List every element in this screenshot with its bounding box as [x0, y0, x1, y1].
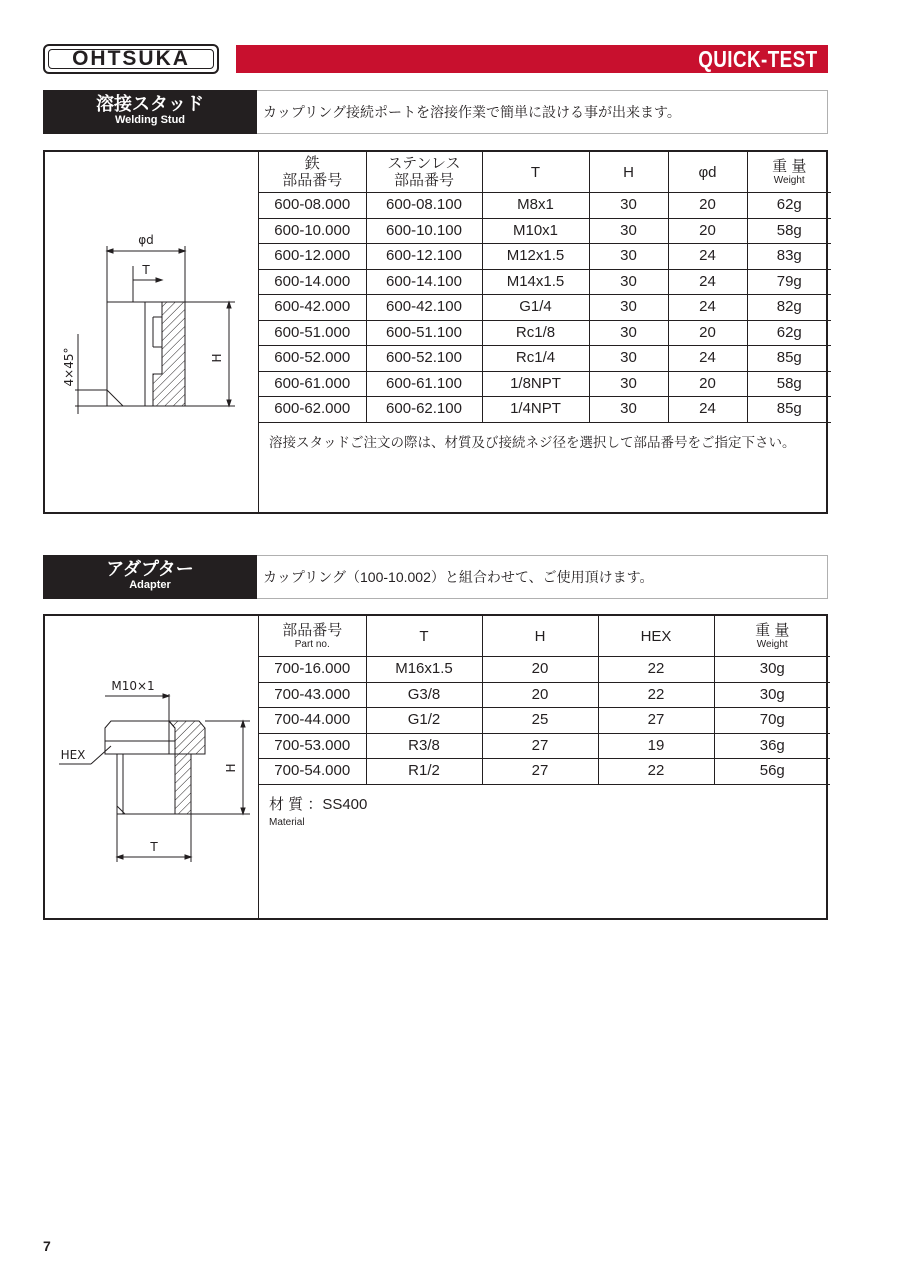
- table-cell: 22: [598, 657, 714, 683]
- col-header-weight: 重 量 Weight: [747, 152, 831, 193]
- table-cell: 700-43.000: [259, 682, 366, 708]
- table-cell: R3/8: [366, 733, 482, 759]
- table-cell: 27: [482, 759, 598, 785]
- welding-stud-diagram: [45, 152, 258, 512]
- table-cell: M8x1: [482, 193, 589, 219]
- table-row: [259, 193, 831, 219]
- table-cell: 700-54.000: [259, 759, 366, 785]
- table-row: [259, 733, 830, 759]
- t-label: T: [142, 263, 150, 277]
- table-cell: 600-42.100: [366, 295, 482, 321]
- table-cell: 24: [668, 397, 747, 423]
- adapter-diagram: [45, 616, 258, 918]
- page-number: 7: [43, 1238, 51, 1254]
- col-header-stainless-part: ステンレス 部品番号: [366, 152, 482, 193]
- material-block: [259, 785, 826, 828]
- col-header-hex: HEX: [598, 616, 714, 657]
- table-cell: 30: [589, 218, 668, 244]
- table-cell: 30g: [714, 682, 830, 708]
- table-cell: R1/2: [366, 759, 482, 785]
- welding-stud-table-area: [259, 152, 826, 451]
- table-cell: 62g: [747, 193, 831, 219]
- brand-title-bar: [236, 45, 828, 73]
- welding-stud-label: [43, 90, 257, 134]
- h-label: H: [210, 353, 224, 363]
- table-cell: 24: [668, 346, 747, 372]
- table-row: [259, 320, 831, 346]
- table-row: [259, 244, 831, 270]
- t-label: T: [150, 840, 158, 854]
- table-cell: 600-42.000: [259, 295, 366, 321]
- table-cell: 600-62.100: [366, 397, 482, 423]
- table-cell: 25: [482, 708, 598, 734]
- table-cell: 24: [668, 295, 747, 321]
- table-cell: G1/4: [482, 295, 589, 321]
- col-header-phi-d: φd: [668, 152, 747, 193]
- table-cell: 22: [598, 759, 714, 785]
- table-cell: 30: [589, 371, 668, 397]
- table-row: [259, 657, 830, 683]
- adapter-table-area: [259, 616, 826, 828]
- table-cell: 20: [668, 371, 747, 397]
- table-cell: Rc1/8: [482, 320, 589, 346]
- table-row: [259, 759, 830, 785]
- welding-stud-table: [259, 152, 831, 423]
- col-header-h: H: [482, 616, 598, 657]
- table-cell: 30g: [714, 657, 830, 683]
- table-cell: 83g: [747, 244, 831, 270]
- table-cell: M14x1.5: [482, 269, 589, 295]
- table-cell: 600-62.000: [259, 397, 366, 423]
- table-cell: 20: [482, 657, 598, 683]
- table-row: [259, 218, 831, 244]
- table-cell: 56g: [714, 759, 830, 785]
- table-cell: M12x1.5: [482, 244, 589, 270]
- adapter-label: [43, 555, 257, 599]
- table-row: [259, 708, 830, 734]
- table-cell: 85g: [747, 346, 831, 372]
- table-cell: 600-08.100: [366, 193, 482, 219]
- table-cell: 58g: [747, 218, 831, 244]
- table-cell: 30: [589, 346, 668, 372]
- ohtsuka-logo: [43, 44, 219, 74]
- table-cell: 700-16.000: [259, 657, 366, 683]
- table-cell: 600-14.100: [366, 269, 482, 295]
- welding-stud-box: [43, 150, 828, 514]
- table-cell: 62g: [747, 320, 831, 346]
- table-row: [259, 371, 831, 397]
- table-cell: 600-61.000: [259, 371, 366, 397]
- col-header-h: H: [589, 152, 668, 193]
- table-cell: 30: [589, 397, 668, 423]
- adapter-title-en: Adapter: [129, 579, 171, 591]
- table-row: [259, 346, 831, 372]
- table-cell: 20: [668, 320, 747, 346]
- table-cell: 600-52.000: [259, 346, 366, 372]
- brand-title: QUICK-TEST: [698, 45, 818, 72]
- thread-label: M10×1: [111, 679, 155, 693]
- table-cell: M10x1: [482, 218, 589, 244]
- table-cell: 27: [482, 733, 598, 759]
- table-cell: 600-51.000: [259, 320, 366, 346]
- welding-stud-title-jp: 溶接スタッド: [96, 94, 204, 114]
- table-cell: 22: [598, 682, 714, 708]
- col-header-weight: 重 量 Weight: [714, 616, 830, 657]
- table-cell: G1/2: [366, 708, 482, 734]
- table-cell: 600-12.100: [366, 244, 482, 270]
- adapter-header-row: [259, 616, 830, 657]
- welding-stud-drawing: [45, 152, 259, 512]
- table-cell: 600-52.100: [366, 346, 482, 372]
- table-cell: 58g: [747, 371, 831, 397]
- table-cell: 30: [589, 320, 668, 346]
- table-cell: 600-10.000: [259, 218, 366, 244]
- material-jp: 材 質 ：SS400: [269, 795, 368, 813]
- welding-stud-title-en: Welding Stud: [114, 114, 186, 126]
- table-cell: 20: [668, 218, 747, 244]
- table-cell: 24: [668, 269, 747, 295]
- col-header-t: T: [366, 616, 482, 657]
- h-label: H: [224, 763, 238, 773]
- table-cell: 85g: [747, 397, 831, 423]
- adapter-title-jp: アダプター: [106, 559, 194, 579]
- welding-stud-note: 溶接スタッドご注文の際は、材質及び接続ネジ径を選択して部品番号をご指定下さい。: [269, 434, 796, 450]
- table-cell: 36g: [714, 733, 830, 759]
- table-cell: 600-12.000: [259, 244, 366, 270]
- col-header-t: T: [482, 152, 589, 193]
- table-cell: 70g: [714, 708, 830, 734]
- adapter-description: カップリング（100-10.002）と組合わせて、ご使用頂けます。: [257, 555, 828, 599]
- table-cell: Rc1/4: [482, 346, 589, 372]
- table-row: [259, 397, 831, 423]
- table-cell: 600-08.000: [259, 193, 366, 219]
- phi-d-label: φd: [138, 233, 154, 247]
- table-cell: 1/4NPT: [482, 397, 589, 423]
- table-cell: 20: [668, 193, 747, 219]
- table-cell: 600-61.100: [366, 371, 482, 397]
- welding-stud-section-header: [43, 90, 828, 134]
- table-cell: 24: [668, 244, 747, 270]
- table-cell: 600-51.100: [366, 320, 482, 346]
- table-cell: 600-10.100: [366, 218, 482, 244]
- table-cell: 700-53.000: [259, 733, 366, 759]
- table-row: [259, 682, 830, 708]
- chamfer-label: 4×45°: [62, 347, 76, 387]
- table-cell: G3/8: [366, 682, 482, 708]
- table-cell: 700-44.000: [259, 708, 366, 734]
- table-cell: 30: [589, 244, 668, 270]
- col-header-part-no: 部品番号 Part no.: [259, 616, 366, 657]
- adapter-drawing: [45, 616, 259, 918]
- table-cell: M16x1.5: [366, 657, 482, 683]
- table-cell: 20: [482, 682, 598, 708]
- table-cell: 79g: [747, 269, 831, 295]
- table-row: [259, 269, 831, 295]
- table-cell: 82g: [747, 295, 831, 321]
- table-cell: 30: [589, 269, 668, 295]
- welding-stud-description: カップリング接続ポートを溶接作業で簡単に設ける事が出来ます。: [257, 90, 828, 134]
- material-en: Material: [269, 816, 305, 828]
- table-cell: 27: [598, 708, 714, 734]
- col-header-iron-part: 鉄 部品番号: [259, 152, 366, 193]
- adapter-section-header: [43, 555, 828, 599]
- table-cell: 19: [598, 733, 714, 759]
- adapter-box: [43, 614, 828, 920]
- table-cell: 600-14.000: [259, 269, 366, 295]
- welding-stud-header-row: [259, 152, 831, 193]
- logo-text: OHTSUKA: [72, 47, 190, 70]
- table-row: [259, 295, 831, 321]
- table-cell: 1/8NPT: [482, 371, 589, 397]
- adapter-table: [259, 616, 830, 785]
- hex-label: HEX: [60, 748, 86, 762]
- table-cell: 30: [589, 295, 668, 321]
- table-cell: 30: [589, 193, 668, 219]
